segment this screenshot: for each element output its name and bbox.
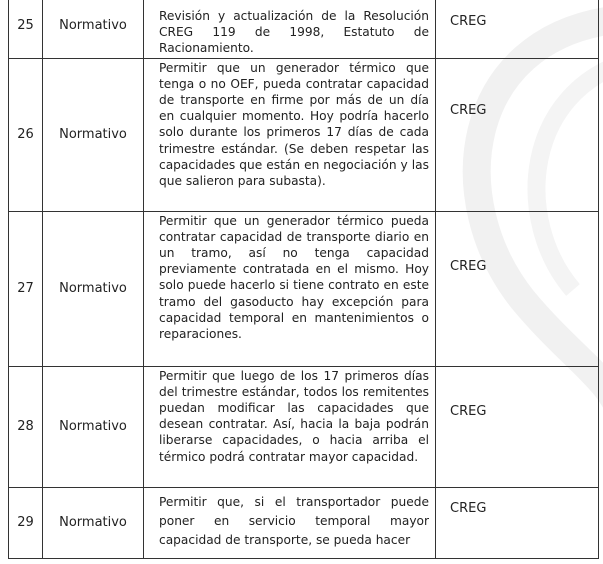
- row-type: Normativo: [43, 58, 144, 211]
- row-entity-cell: [436, 0, 599, 58]
- row-description: Permitir que un generador térmico que tenga o no OEF, pueda contratar capacidad de transporte en firme por más de un día en cualquier momento. Hoy podría hacerlo solo durante los primeros 17 días de cada trimestre estándar. (Se deben respetar las capacidades que están en negociación y las que salieron para subasta).: [159, 60, 429, 189]
- table-row: [9, 0, 599, 58]
- row-description-cell: [144, 487, 436, 558]
- row-type: Normativo: [43, 0, 144, 58]
- row-entity: CREG: [450, 102, 487, 118]
- row-type: Normativo: [43, 487, 144, 558]
- row-entity: CREG: [450, 403, 487, 419]
- row-description: Revisión y actualización de la Resolución CREG 119 de 1998, Estatuto de Racionamiento.: [159, 9, 429, 56]
- measures-table: [8, 0, 599, 559]
- row-entity: CREG: [450, 500, 487, 516]
- row-type: Normativo: [43, 366, 144, 487]
- row-number: 25: [9, 0, 43, 58]
- row-description: Permitir que, si el transportador puede poner en servicio temporal mayor capacidad de transporte, se pueda hacer: [159, 494, 429, 547]
- row-description: Permitir que un generador térmico pueda contratar capacidad de transporte diario en un tramo, así no tenga capacidad previamente contratada en el mismo. Hoy solo puede hacerlo si tiene contrato en este tramo del gasoducto hay excepción para capacidad temporal en mantenimientos o reparaciones.: [159, 213, 429, 342]
- row-number: 27: [9, 211, 43, 366]
- row-description-cell: [144, 0, 436, 58]
- row-entity-cell: [436, 58, 599, 211]
- row-number: 26: [9, 58, 43, 211]
- row-number: 28: [9, 366, 43, 487]
- row-description-cell: [144, 366, 436, 487]
- row-entity-cell: [436, 366, 599, 487]
- row-entity: CREG: [450, 14, 487, 29]
- table-row: [9, 366, 599, 487]
- row-description-cell: [144, 211, 436, 366]
- row-number: 29: [9, 487, 43, 558]
- row-entity: CREG: [450, 258, 487, 274]
- row-entity-cell: [436, 211, 599, 366]
- table-row: [9, 211, 599, 366]
- table-row: [9, 487, 599, 558]
- row-description: Permitir que luego de los 17 primeros días del trimestre estándar, todos los remitentes puedan modificar las capacidades que desean contratar. Así, hacia la baja podrán liberarse capacidades, o hacia arriba el térmico podrá contratar mayor capacidad.: [159, 368, 429, 464]
- row-entity-cell: [436, 487, 599, 558]
- row-type: Normativo: [43, 211, 144, 366]
- row-description-cell: [144, 58, 436, 211]
- table-row: [9, 58, 599, 211]
